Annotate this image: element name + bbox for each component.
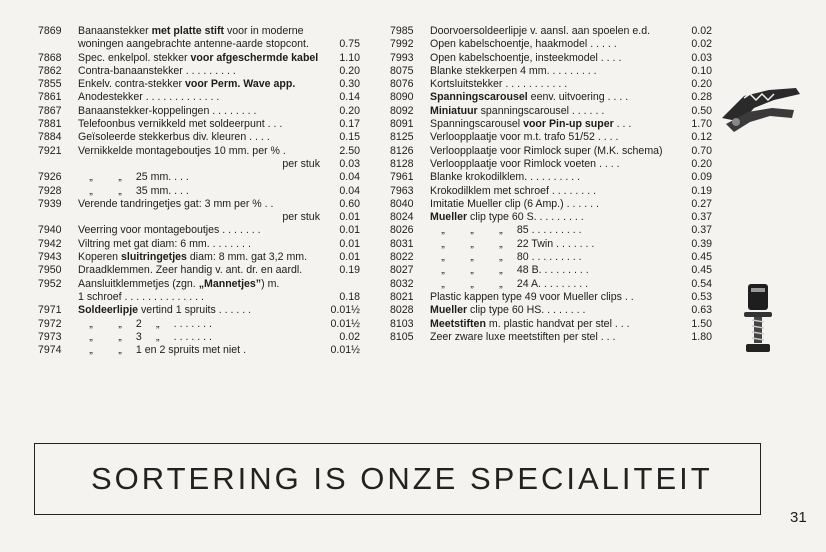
article-price: 0.50 — [691, 104, 712, 117]
article-price: 0.01½ — [330, 317, 360, 330]
article-price: 0.15 — [339, 131, 360, 144]
price-list-row — [38, 38, 360, 51]
price-list-row — [38, 78, 360, 91]
price-list-row — [390, 52, 712, 65]
article-number: 8028 — [390, 304, 414, 317]
article-description: „ „ „ 80 . . . . . . . . . — [441, 251, 582, 264]
article-description: Enkelv. contra-stekker voor Perm. Wave app. — [78, 78, 296, 91]
article-price: 0.02 — [691, 38, 712, 51]
article-number: 7939 — [38, 197, 62, 210]
article-description: Verloopplaatje voor Rimlock voeten . . . . — [430, 157, 620, 170]
price-list-row — [38, 198, 360, 211]
price-list-row — [38, 238, 360, 251]
article-description: „ „ 1 en 2 spruits met niet . — [89, 344, 247, 357]
article-description: Soldeerlipje vertind 1 spruits . . . . . . — [78, 304, 252, 317]
article-number: 7952 — [38, 277, 62, 290]
article-price: 1.70 — [691, 118, 712, 131]
price-list-row — [390, 78, 712, 91]
article-number: 7921 — [38, 144, 62, 157]
article-price: 0.03 — [339, 157, 360, 170]
article-price: 0.20 — [691, 157, 712, 170]
article-number: 7974 — [38, 344, 62, 357]
article-description: Imitatie Mueller clip (6 Amp.) . . . . . . — [430, 197, 599, 210]
price-list-row — [390, 331, 712, 344]
article-description: Doorvoersoldeerlipje v. aansl. aan spoelen e.d. — [430, 25, 651, 37]
article-number: 7942 — [38, 237, 62, 250]
article-description: Verloopplaatje voor m.t. trafo 51/52 . . . . — [430, 131, 619, 144]
article-price: 0.60 — [339, 197, 360, 210]
price-list-row — [38, 185, 360, 198]
article-description: „ „ „ 48 B. . . . . . . . . — [441, 264, 589, 277]
article-description: Contra-banaanstekker . . . . . . . . . — [78, 64, 236, 77]
article-description: „ „ 2 „ . . . . . . . — [89, 317, 212, 330]
price-list-row — [390, 211, 712, 224]
article-number: 7971 — [38, 304, 62, 317]
article-number: 8076 — [390, 78, 414, 91]
price-list-row — [38, 318, 360, 331]
article-description: Spanningscarousel eenv. uitvoering . . . . — [430, 91, 629, 104]
article-price: 0.01 — [339, 224, 360, 237]
article-number: 8040 — [390, 197, 414, 210]
article-price: 0.28 — [691, 91, 712, 104]
article-number: 8125 — [390, 131, 414, 144]
article-number: 8032 — [390, 277, 414, 290]
article-price: 1.50 — [691, 317, 712, 330]
article-number: 8103 — [390, 317, 414, 330]
terminal-clamp-icon — [740, 282, 776, 354]
article-description: Zeer zware luxe meetstiften per stel . . . — [430, 330, 616, 343]
article-number: 7950 — [38, 264, 62, 277]
price-list-row — [390, 171, 712, 184]
article-description: Koperen sluitringetjes diam: 8 mm. gat 3,2 mm. — [78, 251, 308, 264]
article-price: 0.20 — [339, 104, 360, 117]
price-list-row — [38, 264, 360, 277]
article-number: 8026 — [390, 224, 414, 237]
price-list-row — [390, 145, 712, 158]
price-list-row — [390, 65, 712, 78]
price-list-row — [390, 291, 712, 304]
article-description: Veerring voor montageboutjes . . . . . . . — [78, 224, 261, 237]
price-list-row — [38, 65, 360, 78]
article-number: 7993 — [390, 51, 414, 64]
article-number: 7985 — [390, 25, 414, 37]
article-number: 8090 — [390, 91, 414, 104]
article-number: 8024 — [390, 211, 414, 224]
article-price: 0.12 — [691, 131, 712, 144]
price-list-row — [38, 52, 360, 65]
article-price: 0.20 — [691, 78, 712, 91]
price-list-row — [390, 264, 712, 277]
article-description: Miniatuur spanningscarousel . . . . . . — [430, 104, 605, 117]
left-price-column — [38, 25, 360, 357]
price-list-row — [38, 331, 360, 344]
price-list-row — [38, 211, 360, 224]
price-list-row — [390, 118, 712, 131]
article-price: 0.63 — [691, 304, 712, 317]
price-list-row — [38, 291, 360, 304]
article-description: 1 schroef . . . . . . . . . . . . . . — [78, 290, 204, 303]
article-number: 8105 — [390, 330, 414, 343]
banner-text: SORTERING IS ONZE SPECIALITEIT — [91, 461, 713, 496]
price-list-row — [390, 185, 712, 198]
article-price: 0.19 — [691, 184, 712, 197]
article-number: 8031 — [390, 237, 414, 250]
article-price: 0.37 — [691, 224, 712, 237]
article-price: 0.02 — [339, 330, 360, 343]
article-price: 0.04 — [339, 171, 360, 184]
price-list-row — [38, 91, 360, 104]
article-number: 7868 — [38, 51, 62, 64]
article-number: 7926 — [38, 171, 62, 184]
article-number: 7943 — [38, 251, 62, 264]
article-description: Banaanstekker-koppelingen . . . . . . . . — [78, 104, 257, 117]
article-description: Blanke stekkerpen 4 mm. . . . . . . . . — [430, 64, 597, 77]
article-number: 8091 — [390, 118, 414, 131]
article-number: 7928 — [38, 184, 62, 197]
article-number: 7963 — [390, 184, 414, 197]
article-price: 1.80 — [691, 330, 712, 343]
article-description: Spanningscarousel voor Pin-up super . . . — [430, 118, 632, 131]
article-description: Verloopplaatje voor Rimlock super (M.K. schema) — [430, 144, 663, 157]
price-list-row — [390, 91, 712, 104]
price-list-row — [390, 278, 712, 291]
article-price: 0.30 — [339, 78, 360, 91]
price-list-row — [390, 304, 712, 317]
article-price: 1.10 — [339, 51, 360, 64]
price-list-row — [390, 38, 712, 51]
article-number: 7862 — [38, 64, 62, 77]
price-list-row — [38, 224, 360, 237]
price-list-row — [390, 105, 712, 118]
article-description: „ „ „ 22 Twin . . . . . . . — [441, 237, 595, 250]
article-description: Aansluitklemmetjes (zgn. „Mannetjes”) m. — [78, 277, 280, 290]
article-description: Verende tandringetjes gat: 3 mm per % . . — [78, 197, 274, 210]
price-list-row — [38, 158, 360, 171]
article-price: 0.04 — [339, 184, 360, 197]
article-description: Krokodilklem met schroef . . . . . . . . — [430, 184, 597, 197]
article-price: 0.02 — [691, 25, 712, 37]
article-description: per stuk — [282, 211, 320, 224]
article-price: 0.17 — [339, 118, 360, 131]
article-number: 7973 — [38, 330, 62, 343]
price-list-row — [38, 118, 360, 131]
article-description: Open kabelschoentje, insteekmodel . . . . — [430, 51, 622, 64]
article-number: 7940 — [38, 224, 62, 237]
article-description: Mueller clip type 60 HS. . . . . . . . — [430, 304, 586, 317]
price-list-row — [390, 198, 712, 211]
article-price: 0.19 — [339, 264, 360, 277]
price-list-row — [38, 131, 360, 144]
price-list-row — [390, 158, 712, 171]
right-price-column — [390, 25, 712, 344]
article-price: 0.01 — [339, 237, 360, 250]
article-price: 0.54 — [691, 277, 712, 290]
article-number: 7881 — [38, 118, 62, 131]
article-number: 8126 — [390, 144, 414, 157]
article-price: 0.03 — [691, 51, 712, 64]
article-price: 0.14 — [339, 91, 360, 104]
article-description: woningen aangebrachte antenne-aarde stopcont. — [78, 38, 309, 51]
article-description: „ „ 25 mm. . . . — [89, 171, 189, 184]
article-price: 0.39 — [691, 237, 712, 250]
article-price: 0.01½ — [330, 344, 360, 357]
article-price: 0.10 — [691, 64, 712, 77]
article-price: 0.01 — [339, 251, 360, 264]
article-description: Kortsluitstekker . . . . . . . . . . . — [430, 78, 568, 91]
article-description: „ „ 35 mm. . . . — [89, 184, 189, 197]
article-number: 8022 — [390, 251, 414, 264]
article-price: 0.20 — [339, 64, 360, 77]
article-description: Draadklemmen. Zeer handig v. ant. dr. en aardl. — [78, 264, 303, 277]
price-list-row — [390, 251, 712, 264]
article-description: per stuk — [282, 157, 320, 170]
price-list-row — [38, 344, 360, 357]
article-price: 0.37 — [691, 211, 712, 224]
article-description: Vernikkelde montageboutjes 10 mm. per % . — [78, 144, 286, 157]
article-number: 8092 — [390, 104, 414, 117]
article-price: 0.53 — [691, 290, 712, 303]
specialty-banner — [34, 443, 761, 515]
article-description: „ „ „ 85 . . . . . . . . . — [441, 224, 582, 237]
article-description: Anodestekker . . . . . . . . . . . . . — [78, 91, 220, 104]
article-price: 0.70 — [691, 144, 712, 157]
article-description: „ „ „ 24 A. . . . . . . . . — [441, 277, 589, 290]
price-list-row — [390, 131, 712, 144]
price-list-row — [38, 251, 360, 264]
article-number: 7855 — [38, 78, 62, 91]
article-price: 0.01½ — [330, 304, 360, 317]
article-price: 0.01 — [339, 211, 360, 224]
article-description: Spec. enkelpol. stekker voor afgeschermde kabel — [78, 51, 319, 64]
article-number: 7972 — [38, 317, 62, 330]
price-list-row — [38, 278, 360, 291]
price-list-row — [38, 25, 360, 38]
article-price: 2.50 — [339, 144, 360, 157]
article-number: 7961 — [390, 171, 414, 184]
article-description: Plastic kappen type 49 voor Mueller clips . . — [430, 290, 634, 303]
article-number: 8021 — [390, 290, 414, 303]
crocodile-clip-icon — [714, 78, 804, 148]
article-description: Geïsoleerde stekkerbus div. kleuren . . . . — [78, 131, 270, 144]
article-number: 7884 — [38, 131, 62, 144]
article-price: 0.18 — [339, 290, 360, 303]
article-description: „ „ 3 „ . . . . . . . — [89, 330, 212, 343]
article-number: 8075 — [390, 64, 414, 77]
price-list-row — [390, 25, 712, 38]
price-list-row — [390, 238, 712, 251]
article-number: 7861 — [38, 91, 62, 104]
article-price: 0.75 — [339, 38, 360, 51]
page-number: 31 — [790, 509, 807, 526]
article-number: 7867 — [38, 104, 62, 117]
article-number: 8128 — [390, 157, 414, 170]
article-number: 8027 — [390, 264, 414, 277]
article-price: 0.09 — [691, 171, 712, 184]
article-number: 7869 — [38, 25, 62, 37]
article-description: Banaanstekker met platte stift voor in moderne — [78, 25, 304, 37]
price-list-row — [38, 145, 360, 158]
article-description: Open kabelschoentje, haakmodel . . . . . — [430, 38, 617, 51]
price-list-row — [390, 318, 712, 331]
article-description: Telefoonbus vernikkeld met soldeerpunt . . . — [78, 118, 283, 131]
article-price: 0.45 — [691, 251, 712, 264]
article-price: 0.45 — [691, 264, 712, 277]
price-list-row — [38, 304, 360, 317]
article-description: Blanke krokodilklem. . . . . . . . . . — [430, 171, 581, 184]
article-description: Viltring met gat diam: 6 mm. . . . . . . . — [78, 237, 251, 250]
price-list-row — [38, 171, 360, 184]
article-price: 0.27 — [691, 197, 712, 210]
price-list-row — [38, 105, 360, 118]
article-number: 7992 — [390, 38, 414, 51]
article-description: Mueller clip type 60 S. . . . . . . . . — [430, 211, 584, 224]
article-description: Meetstiften m. plastic handvat per stel . . . — [430, 317, 630, 330]
price-list-row — [390, 224, 712, 237]
